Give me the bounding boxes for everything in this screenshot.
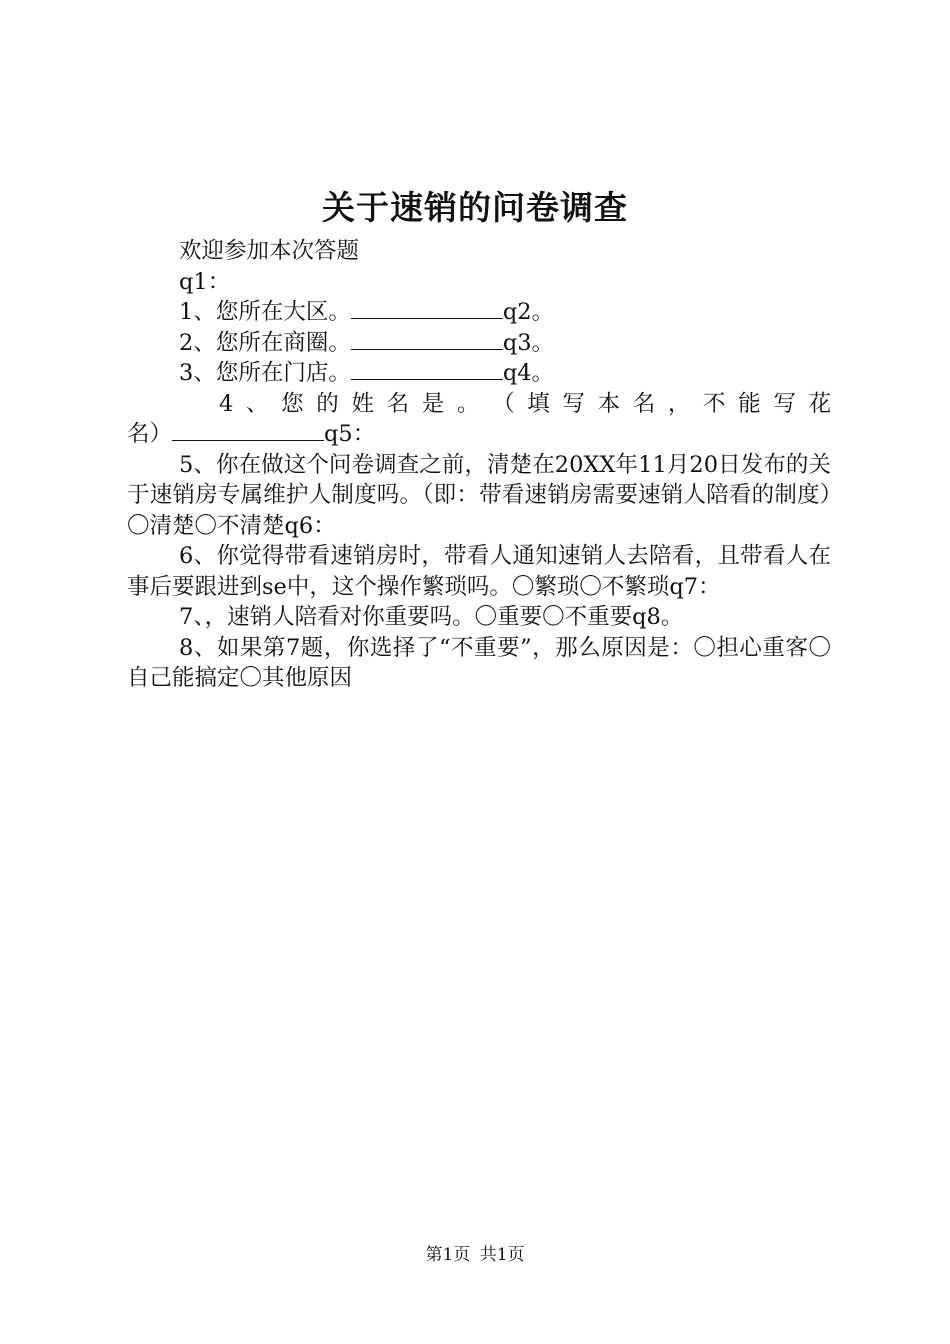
item4-char: 是 [421, 390, 445, 417]
document-title: 关于速销的问卷调查 [322, 188, 628, 227]
item4-char: 名 [386, 390, 410, 417]
item4-char: 。 [456, 390, 480, 417]
question-suffix: q5： [324, 421, 376, 447]
question-item-1 [127, 297, 831, 328]
item4-char: ， [667, 390, 691, 417]
question-suffix: q3。 [502, 329, 555, 356]
item4-char: 填 [527, 390, 550, 417]
page-number: 第1页 [425, 1245, 471, 1265]
question-item-5: 5、你在做这个问卷调查之前，清楚在20XX年11月20日发布的关于速销房专属维护人制度吗。（即：带看速销房需要速销人陪看的制度）〇清楚〇不清楚q6： [127, 451, 831, 539]
question-item-2 [127, 328, 831, 359]
question-text: 2、您所在商圈。 [179, 329, 351, 356]
question-item-8: 8、如果第7题，你选择了“不重要”，那么原因是：〇担心重客〇自己能搞定〇其他原因 [127, 634, 831, 691]
question-text: 1、您所在大区。 [179, 299, 351, 325]
page-total: 共1页 [479, 1245, 525, 1265]
page-footer [0, 1243, 950, 1267]
answer-blank [172, 420, 324, 441]
answer-blank [351, 329, 503, 350]
question-suffix: q2。 [502, 299, 555, 325]
item4-char: 花 [808, 390, 831, 417]
item4-char: （ [492, 390, 515, 417]
question-text: 名） [127, 421, 173, 447]
question-item-4-line1 [127, 389, 831, 420]
item4-char: 名 [632, 390, 656, 417]
item4-char: 写 [562, 390, 585, 417]
answer-blank [351, 298, 503, 319]
item4-char: 的 [316, 390, 339, 417]
item4-char: 您 [281, 390, 304, 417]
question-item-3 [127, 358, 831, 389]
answer-blank [351, 359, 503, 380]
document-body [127, 236, 831, 694]
item4-char: 不 [703, 390, 726, 417]
item4-char: 能 [738, 390, 761, 417]
item4-char: 姓 [351, 390, 374, 417]
question-item-6: 6、你觉得带看速销房时，带看人通知速销人去陪看，且带看人在事后要跟进到se中，这个操作繁琐吗。〇繁琐〇不繁琐q7： [127, 543, 831, 600]
question-text: 3、您所在门店。 [179, 360, 351, 386]
question-suffix: q4。 [502, 360, 555, 386]
question-item-4-line2 [127, 419, 831, 450]
question-item-7: 7、，速销人陪看对你重要吗。〇重要〇不重要q8。 [179, 604, 684, 630]
item4-char: 、 [245, 390, 269, 417]
item4-char: 本 [597, 390, 621, 417]
intro-text: 欢迎参加本次答题 [179, 238, 360, 264]
q1-label: q1： [179, 268, 231, 295]
item4-char: 写 [773, 390, 796, 417]
item4-char: 4 [219, 390, 234, 417]
